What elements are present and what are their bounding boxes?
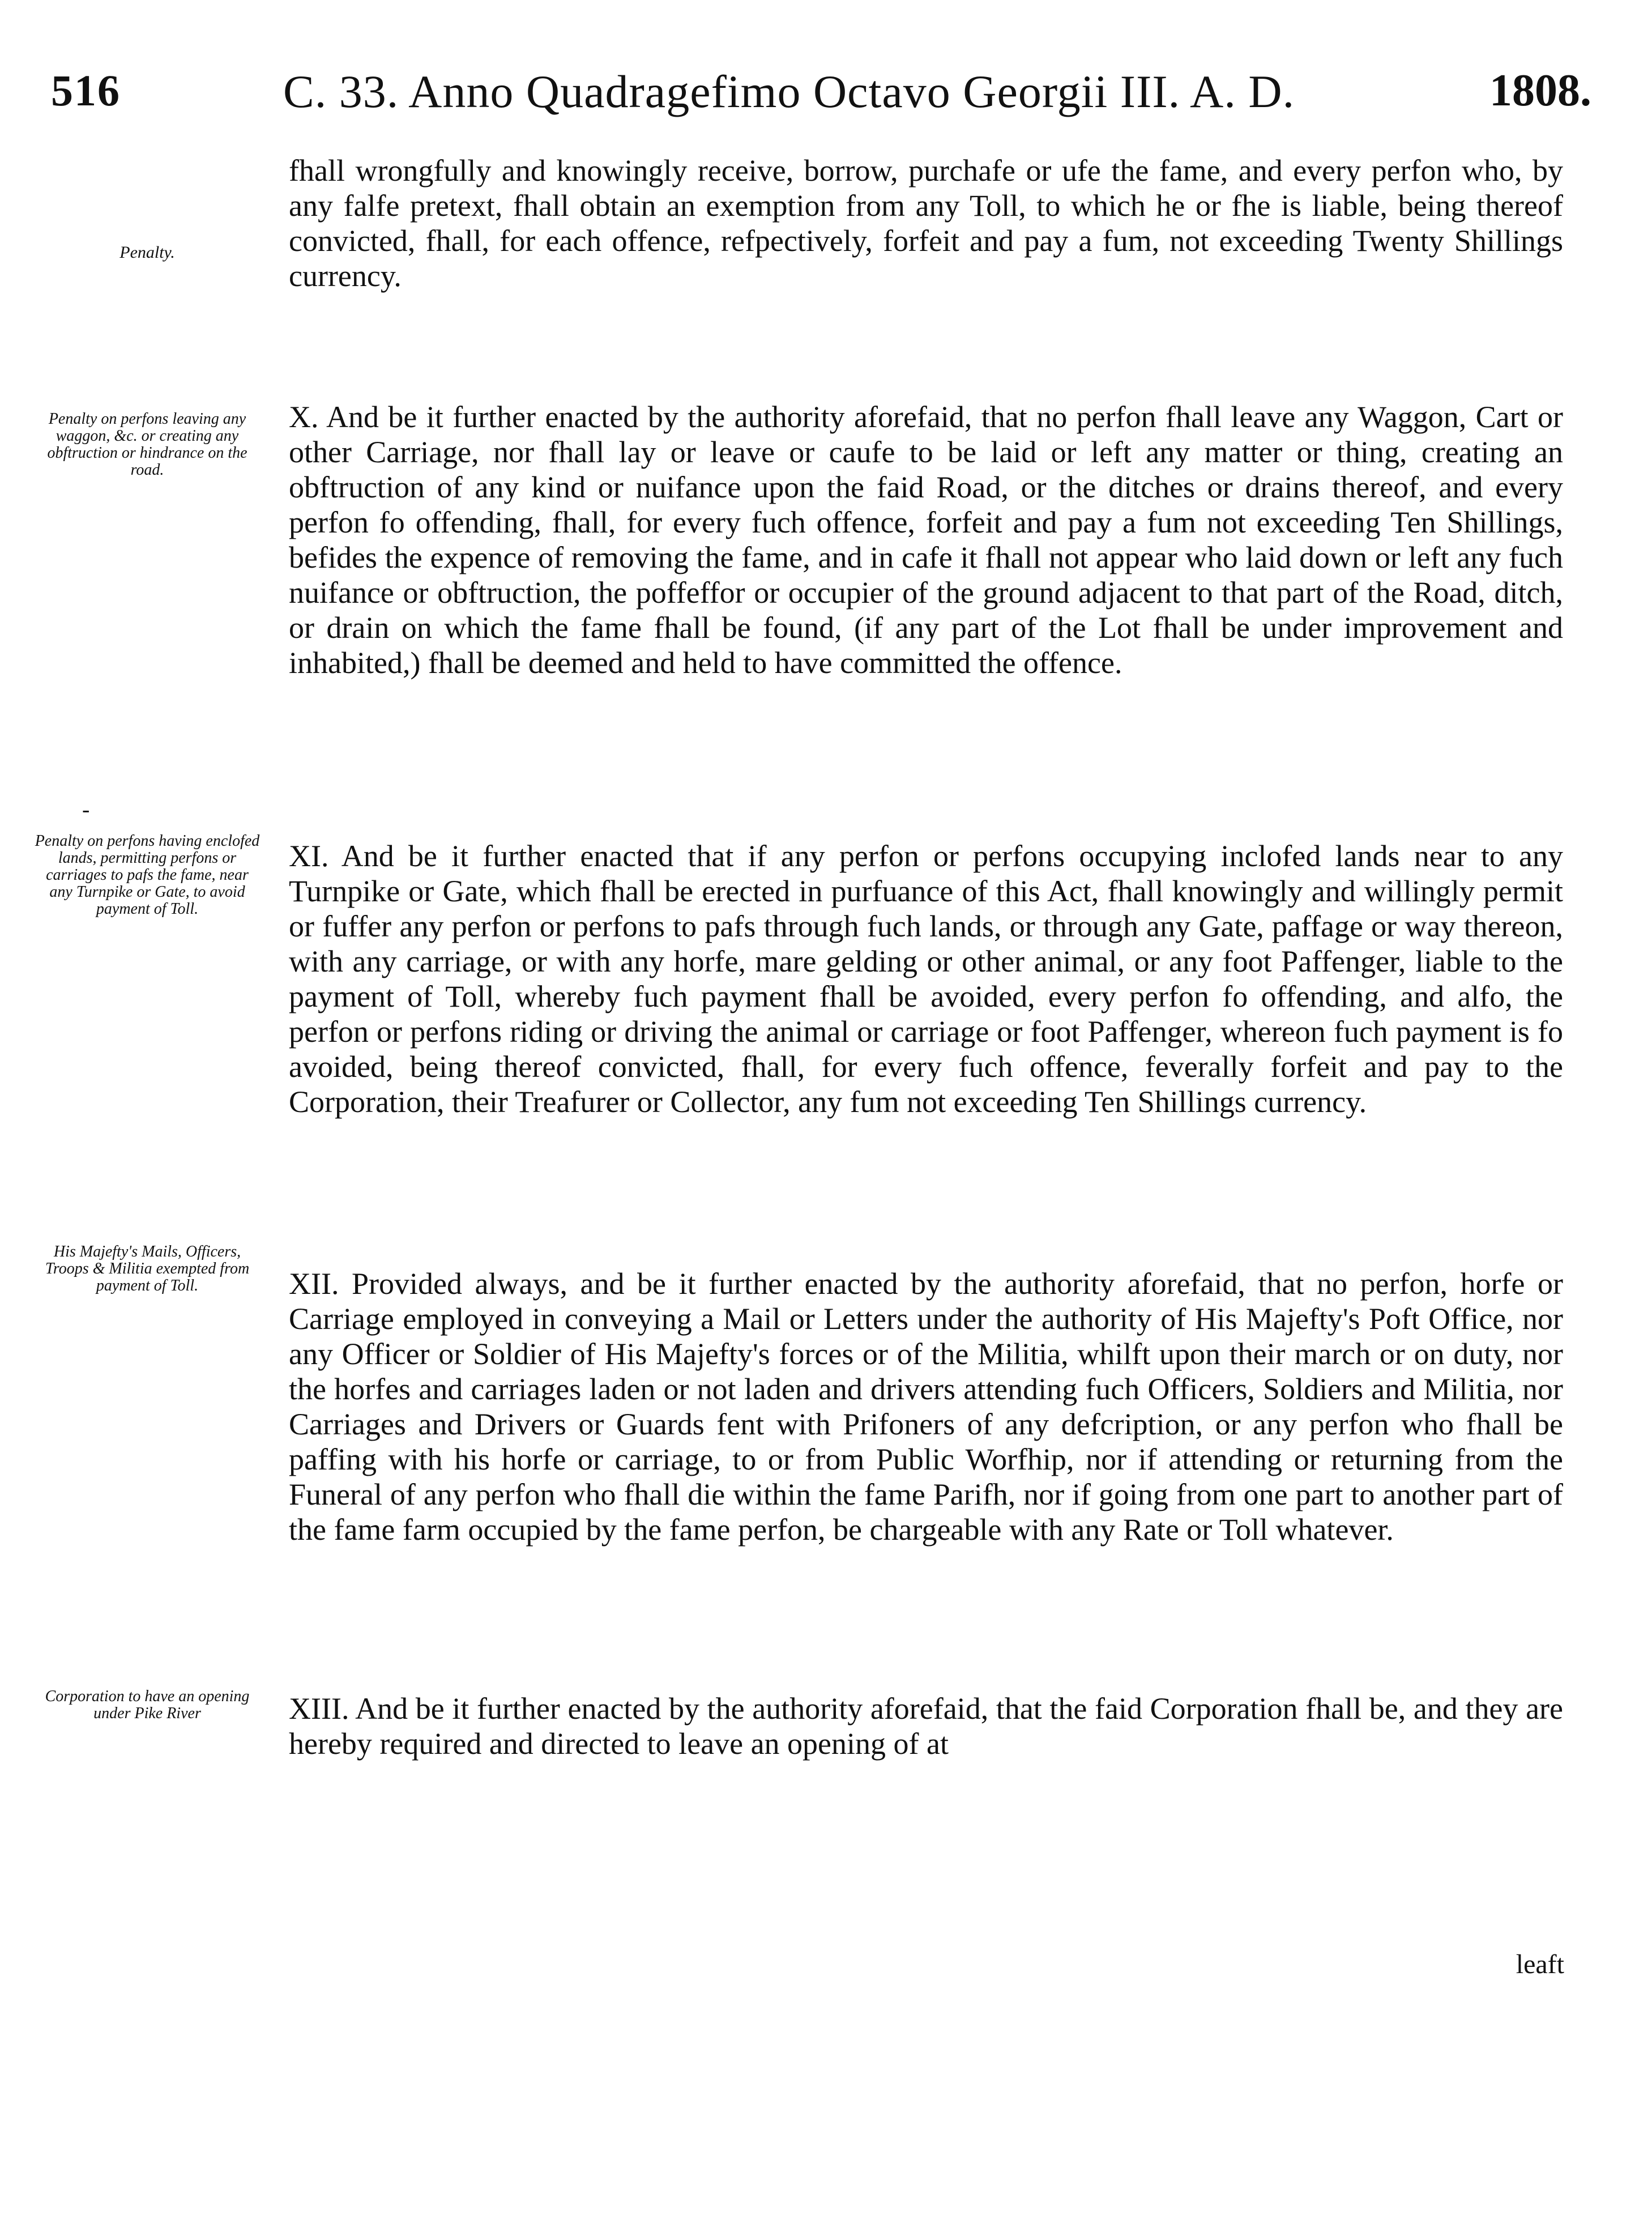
header-year: 1808. <box>1489 66 1591 116</box>
catchword: leaft <box>1516 1949 1564 1979</box>
page-number: 516 <box>51 66 121 115</box>
margin-note-corporation-opening: Corporation to have an opening under Pike River <box>45 1688 250 1722</box>
stray-mark: - <box>82 796 90 822</box>
running-head: C. 33. Anno Quadragefimo Octavo Georgii III. A. D. <box>283 66 1295 117</box>
paragraph-text: And be it further enacted by the authority aforefaid, that the faid Corporation fhall be, and they are hereby required and directed to leave an opening of at <box>289 1692 1563 1761</box>
paragraph-text: fhall wrongfully and knowingly receive, borrow, purchafe or ufe the fame, and every perfon who, by any falfe pretext, fhall obtain an exemption from any Toll, to which he or fhe is liable, being thereof convicted, fhall, for each offence, refpectively, forfeit and pay a fum, not exceeding Twenty Shillings currency. <box>289 154 1563 293</box>
margin-note-penalty: Penalty. <box>119 243 175 262</box>
section-number: XIII. <box>289 1692 349 1726</box>
section-number: XI. <box>289 839 329 873</box>
paragraph-text: And be it further enacted by the authority aforefaid, that no perfon fhall leave any Waggon, Cart or other Carriage, nor fhall lay or leave or caufe to be laid or left any matter or thing, creating an obftruction of any kind or nuifance upon the faid Road, or the ditches or drains thereof, and every perfon fo offending, fhall, for every fuch offence, forfeit and pay a fum not exceeding Ten Shillings, befides the expence of removing the fame, and in cafe it fhall not appear who laid down or left any fuch nuifance or obftruction, the poffeffor or occupier of the ground adjacent to that part of the Road, ditch, or drain on which the fame fhall be found, (if any part of the Lot fhall be under improvement and inhabited,) fhall be deemed and held to have committed the offence. <box>289 400 1563 680</box>
paragraph-section-xi <box>289 838 1563 1119</box>
paragraph-text: Provided always, and be it further enacted by the authority aforefaid, that no perfon, horfe or Carriage employed in conveying a Mail or Letters under the authority of His Majefty's Poft Office, nor any Officer or Soldier of His Majefty's forces or of the Militia, whilft upon their march or on duty, nor the horfes and carriages laden or not laden and drivers attending fuch Officers, Soldiers and Militia, nor Carriages and Drivers or Guards fent with Prifoners of any defcription, or any perfon who fhall be paffing with his horfe or carriage, to or from Public Worfhip, nor if attending or returning from the Funeral of any perfon who fhall die within the fame Parifh, nor if going from one part to another part of the fame farm occupied by the fame perfon, be chargeable with any Rate or Toll whatever. <box>289 1267 1563 1547</box>
paragraph-section-xii <box>289 1266 1563 1547</box>
page-header <box>51 65 1591 127</box>
margin-note-enclosed-lands: Penalty on perfons having enclofed lands, permitting perfons or carriages to pafs the fame, near any Turnpike or Gate, to avoid payment of Toll. <box>35 832 260 918</box>
paragraph-text: And be it further enacted that if any perfon or perfons occupying inclofed lands near to any Turnpike or Gate, which fhall be erected in purfuance of this Act, fhall knowingly and willingly permit or fuffer any perfon or perfons to pafs through fuch lands, or through any Gate, paffage or way thereon, with any carriage, or with any horfe, mare gelding or other animal, or any foot Paffenger, liable to the payment of Toll, whereby fuch payment fhall be avoided, every perfon fo offending, and alfo, the perfon or perfons riding or driving the animal or carriage or foot Paffenger, whereon fuch payment is fo avoided, being thereof convicted, fhall, for every fuch offence, feverally forfeit and pay to the Corporation, their Treafurer or Collector, any fum not exceeding Ten Shillings currency. <box>289 839 1563 1119</box>
section-number: XII. <box>289 1267 339 1301</box>
paragraph-section-x <box>289 399 1563 680</box>
margin-note-mails-exempt: His Majefty's Mails, Officers, Troops & Militia exempted from payment of Toll. <box>45 1243 250 1294</box>
paragraph-continued <box>289 153 1563 293</box>
paragraph-section-xiii <box>289 1691 1563 1761</box>
section-number: X. <box>289 400 319 434</box>
margin-note-obstruction: Penalty on perfons leaving any waggon, &c. or creating any obftruction or hindrance on the road. <box>47 410 247 479</box>
